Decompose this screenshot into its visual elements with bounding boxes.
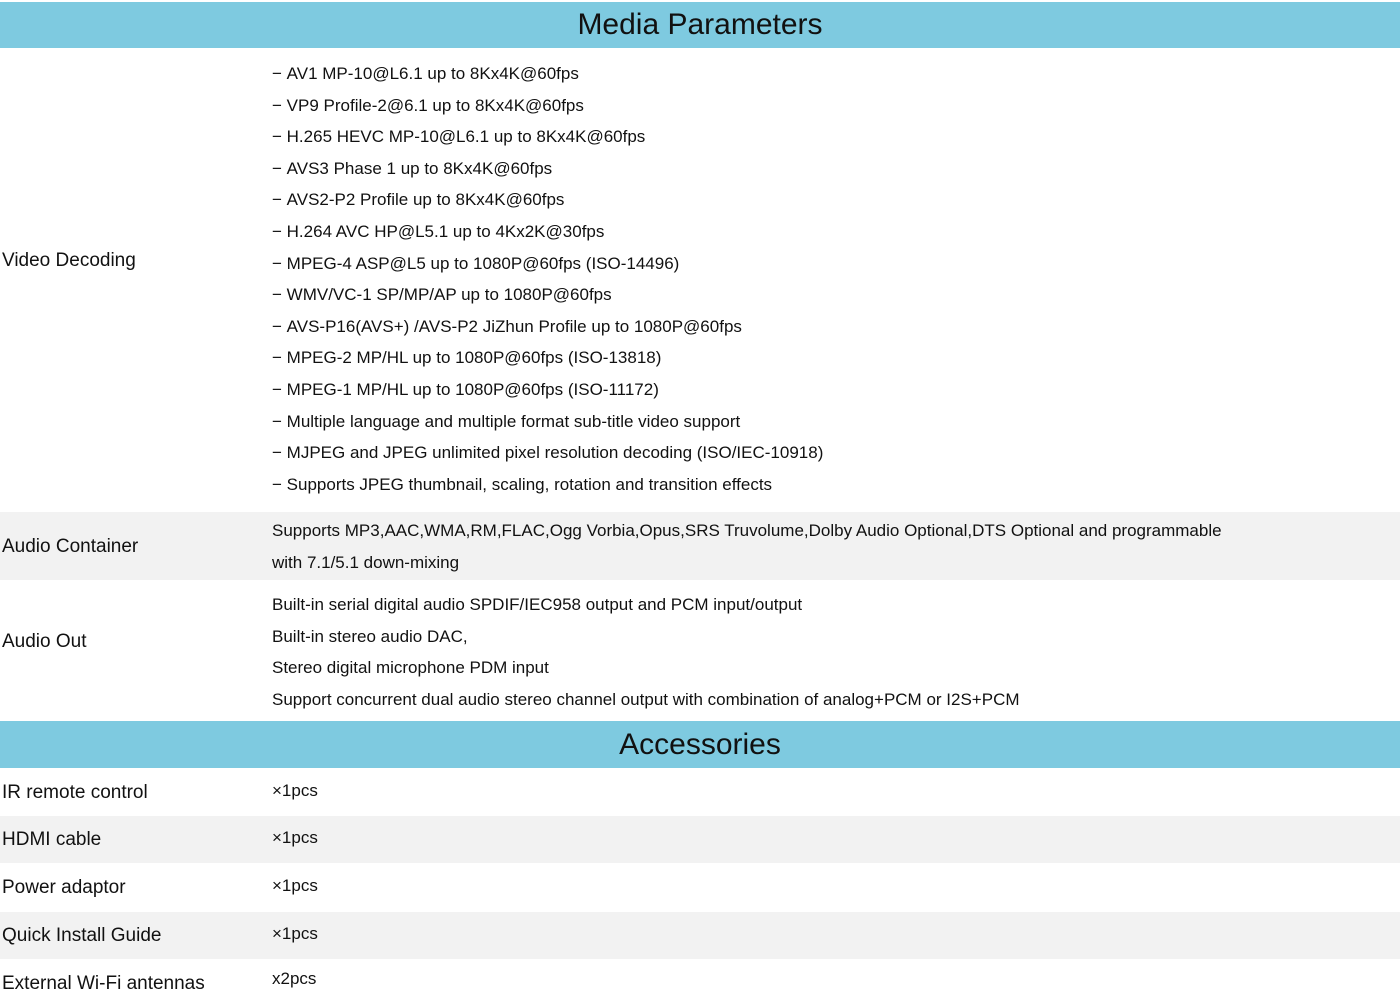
- media-parameters-title: Media Parameters: [577, 8, 823, 41]
- video-decoding-item: − AVS2-P2 Profile up to 8Kx4K@60fps: [272, 184, 823, 216]
- audio-out-line: Built-in stereo audio DAC,: [272, 626, 468, 646]
- video-decoding-item: − H.265 HEVC MP-10@L6.1 up to 8Kx4K@60fps: [272, 121, 823, 153]
- video-decoding-list: [272, 58, 823, 500]
- accessory-qty: ×1pcs: [272, 781, 318, 800]
- accessory-qty: ×1pcs: [272, 828, 318, 847]
- video-decoding-item: − WMV/VC-1 SP/MP/AP up to 1080P@60fps: [272, 279, 823, 311]
- accessory-name: Quick Install Guide: [2, 925, 162, 946]
- accessory-qty: ×1pcs: [272, 924, 318, 943]
- video-decoding-label: Video Decoding: [2, 250, 136, 271]
- video-decoding-item: − VP9 Profile-2@6.1 up to 8Kx4K@60fps: [272, 90, 823, 122]
- audio-out-label: Audio Out: [2, 631, 87, 652]
- video-decoding-item: − Supports JPEG thumbnail, scaling, rotation and transition effects: [272, 469, 823, 501]
- audio-out-row: [0, 581, 1400, 719]
- video-decoding-item: − AVS3 Phase 1 up to 8Kx4K@60fps: [272, 153, 823, 185]
- accessory-qty: x2pcs: [272, 969, 317, 988]
- accessories-title: Accessories: [619, 727, 781, 761]
- accessory-qty: ×1pcs: [272, 876, 318, 895]
- accessory-name: HDMI cable: [2, 829, 102, 850]
- audio-container-label: Audio Container: [2, 536, 139, 557]
- accessory-row: [0, 960, 1400, 996]
- audio-container-line: Supports MP3,AAC,WMA,RM,FLAC,Ogg Vorbia,Opus,SRS Truvolume,Dolby Audio Optional,DTS Optional and programmable: [272, 521, 1222, 540]
- media-parameters-header: [0, 2, 1400, 48]
- video-decoding-item: − AVS-P16(AVS+) /AVS-P2 JiZhun Profile up to 1080P@60fps: [272, 311, 823, 343]
- accessory-row: [0, 769, 1400, 816]
- audio-out-line: Stereo digital microphone PDM input: [272, 658, 549, 678]
- video-decoding-item: − MJPEG and JPEG unlimited pixel resolution decoding (ISO/IEC-10918): [272, 437, 823, 469]
- video-decoding-item: − MPEG-4 ASP@L5 up to 1080P@60fps (ISO-14496): [272, 248, 823, 280]
- accessory-row: [0, 816, 1400, 863]
- audio-out-text: [272, 589, 1020, 715]
- audio-out-line: Support concurrent dual audio stereo channel output with combination of analog+PCM or I2S+PCM: [272, 689, 1020, 709]
- video-decoding-item: − MPEG-2 MP/HL up to 1080P@60fps (ISO-13818): [272, 342, 823, 374]
- video-decoding-item: − H.264 AVC HP@L5.1 up to 4Kx2K@30fps: [272, 216, 823, 248]
- audio-container-line: with 7.1/5.1 down-mixing: [272, 552, 460, 572]
- audio-container-row: [0, 512, 1400, 580]
- video-decoding-item: − AV1 MP-10@L6.1 up to 8Kx4K@60fps: [272, 58, 823, 90]
- audio-out-line: Built-in serial digital audio SPDIF/IEC958 output and PCM input/output: [272, 595, 803, 614]
- video-decoding-item: − Multiple language and multiple format sub-title video support: [272, 406, 823, 438]
- accessory-name: Power adaptor: [2, 877, 126, 898]
- accessory-row: [0, 912, 1400, 959]
- accessory-name: IR remote control: [2, 782, 148, 803]
- audio-container-text: [272, 515, 1222, 578]
- video-decoding-row: [0, 48, 1400, 511]
- video-decoding-item: − MPEG-1 MP/HL up to 1080P@60fps (ISO-11172): [272, 374, 823, 406]
- accessory-name: External Wi-Fi antennas: [2, 973, 205, 994]
- accessories-header: [0, 721, 1400, 768]
- accessory-row: [0, 864, 1400, 911]
